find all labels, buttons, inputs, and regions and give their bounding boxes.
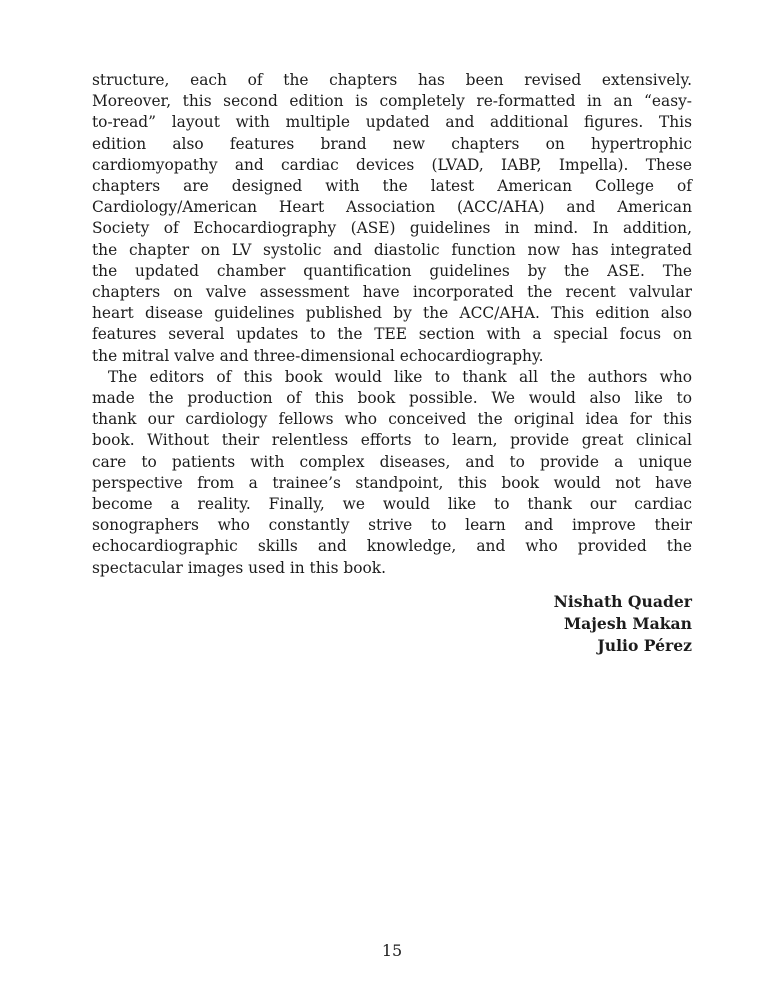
- page-number: 15: [381, 941, 403, 960]
- text-line: sonographers who constantly strive to learn and improve their: [92, 516, 692, 535]
- text-line: Society of Echocardiography (ASE) guidelines in mind. In addition,: [92, 219, 692, 238]
- text-line: care to patients with complex diseases, and to provide a unique: [92, 452, 692, 471]
- text-line: the updated chamber quantification guidelines by the ASE. The: [92, 261, 692, 280]
- text-line: Cardiology/American Heart Association (ACC/AHA) and American: [92, 198, 692, 217]
- text-line: spectacular images used in this book.: [92, 558, 386, 577]
- text-line: thank our cardiology fellows who conceived the original idea for this: [92, 410, 692, 429]
- text-line: heart disease guidelines published by the ACC/AHA. This edition also: [92, 304, 692, 323]
- text-line: the chapter on LV systolic and diastolic function now has integrated: [92, 240, 692, 259]
- text-line: features several updates to the TEE section with a special focus on: [92, 325, 692, 344]
- text-line: book. Without their relentless efforts to learn, provide great clinical: [92, 431, 692, 450]
- text-line: Moreover, this second edition is completely re-formatted in an “easy-: [92, 92, 692, 111]
- signature-name: Julio Pérez: [597, 635, 692, 655]
- preface-body: [92, 70, 692, 657]
- text-line: the mitral valve and three-dimensional echocardiography.: [92, 346, 544, 365]
- text-line: made the production of this book possible. We would also like to: [92, 389, 692, 408]
- text-line: edition also features brand new chapters on hypertrophic: [92, 134, 692, 153]
- paragraph: [92, 70, 692, 367]
- text-line: perspective from a trainee’s standpoint, this book would not have: [92, 473, 692, 492]
- author-signatures: [92, 591, 692, 657]
- text-line: echocardiographic skills and knowledge, and who provided the: [92, 537, 692, 556]
- text-line: chapters are designed with the latest American College of: [92, 177, 692, 196]
- signature-name: Nishath Quader: [553, 591, 692, 611]
- text-line: to-read” layout with multiple updated and additional figures. This: [92, 113, 692, 132]
- text-line: chapters on valve assessment have incorporated the recent valvular: [92, 283, 692, 302]
- paragraph: [92, 367, 692, 579]
- text-line: structure, each of the chapters has been revised extensively.: [92, 71, 692, 89]
- text-line: become a reality. Finally, we would like to thank our cardiac: [92, 495, 692, 514]
- text-line: cardiomyopathy and cardiac devices (LVAD, IABP, Impella). These: [92, 155, 692, 174]
- signature-name: Majesh Makan: [563, 613, 692, 633]
- text-line: The editors of this book would like to thank all the authors who: [108, 367, 692, 386]
